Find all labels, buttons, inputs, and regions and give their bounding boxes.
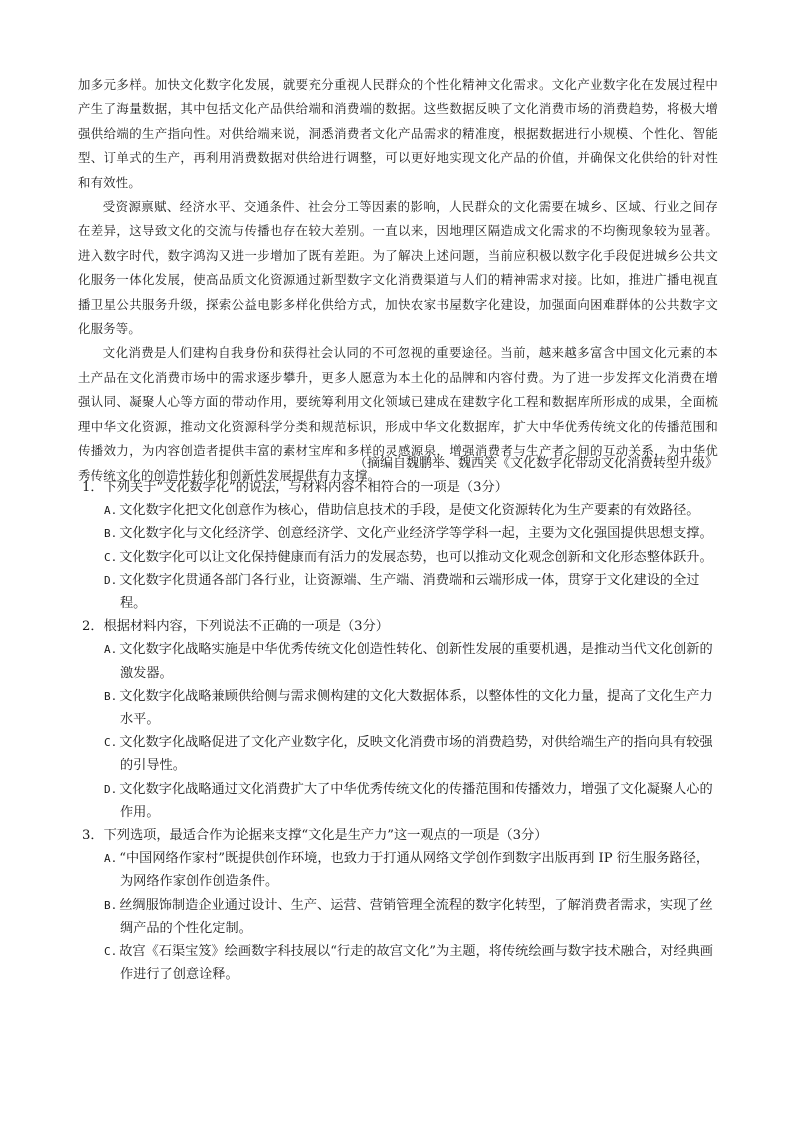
option-label: A. — [104, 643, 118, 657]
option-text: 文化数字化战略通过文化消费扩大了中华优秀传统文化的传播范围和传播效力，增强了文化凝聚人心的作用。 — [119, 781, 713, 820]
option-d[interactable] — [82, 569, 722, 615]
passage-paragraph-1: 加多元多样。加快文化数字化发展，就要充分重视人民群众的个性化精神文化需求。文化产业数字化在发展过程中产生了海量数据，其中包括文化产品供给端和消费端的数据。这些数据反映了文化消费市场的消费趋势，将极大增强供给端的生产指向性。对供给端来说，洞悉消费者文化产品需求的精准度，根据数据进行小规模、个性化、智能型、订单式的生产，再利用消费数据对供给进行调整，可以更好地实现文化产品的价值，并确保文化供给的针对性和有效性。 — [78, 77, 718, 190]
option-label: B. — [104, 527, 118, 541]
question-3 — [82, 824, 722, 986]
option-label: C. — [104, 945, 118, 959]
option-text: 文化数字化战略促进了文化产业数字化，反映文化消费市场的消费趋势，对供给端生产的指向具有较强的引导性。 — [119, 735, 713, 774]
option-label: A. — [104, 504, 118, 518]
question-list — [82, 476, 722, 986]
option-text: 文化数字化战略实施是中华优秀传统文化创造性转化、创新性发展的重要机遇，是推动当代文化创新的激发器。 — [119, 642, 713, 681]
option-d[interactable] — [82, 778, 722, 824]
option-text: 文化数字化与文化经济学、创意经济学、文化产业经济学等学科一起，主要为文化强国提供思想支撑。 — [119, 526, 713, 542]
passage-paragraph-3: 文化消费是人们建构自我身份和获得社会认同的不可忽视的重要途径。当前，越来越多富含中国文化元素的本土产品在文化消费市场中的需求逐步攀升，更多人愿意为本土化的品牌和内容付费。为了进一步发挥文化消费在增强认同、凝聚人心等方面的带动作用，要统筹利用文化领域已建成在建数字化工程和数据库所形成的成果，全面梳理中华文化资源，推动文化资源科学分类和规范标识，形成中华文化数据库，扩大中华优秀传统文化的传播范围和传播效力，为内容创造者提供丰富的素材宝库和多样的灵感源泉，增强消费者与生产者之间的互动关系，为中华优秀传统文化的创造性转化和创新性发展提供有力支撑。 — [78, 345, 718, 483]
reading-passage — [78, 73, 718, 488]
question-stem: 1．下列关于“文化数字化”的说法，与材料内容不相符合的一项是（3分） — [82, 480, 508, 495]
passage-paragraph-2: 受资源禀赋、经济水平、交通条件、社会分工等因素的影响，人民群众的文化需要在城乡、区域、行业之间存在差异，这导致文化的交流与传播也存在较大差别。一直以来，因地理区隔造成文化需求的不均衡现象较为显著。进入数字时代，数字鸿沟又进一步增加了既有差距。为了解决上述问题，当前应积极以数字化手段促进城乡公共文化服务一体化发展，使高品质文化资源通过新型数字文化消费渠道与人们的精神需求对接。比如，推进广播电视直播卫星公共服务升级，探索公益电影多样化供给方式，加快农家书屋数字化建设，加强面向困难群体的公共数字文化服务等。 — [78, 199, 718, 337]
option-text: “中国网络作家村”既提供创作环境，也致力于打通从网络文学创作到数字出版再到 IP 衍生服务路径，为网络作家创作创造条件。 — [119, 851, 710, 890]
option-text: 文化数字化贯通各部门各行业，让资源端、生产端、消费端和云端形成一体，贯穿于文化建设的全过程。 — [119, 572, 700, 612]
option-label: C. — [104, 736, 118, 750]
option-text: 故宫《石渠宝笈》绘画数字科技展以“行走的故宫文化”为主题，将传统绘画与数字技术融合，对经典画作进行了创意诠释。 — [119, 944, 713, 983]
option-b[interactable] — [82, 522, 722, 545]
option-label: C. — [104, 550, 118, 564]
option-a[interactable] — [82, 499, 722, 522]
option-a[interactable] — [82, 847, 722, 893]
option-text: 文化数字化可以让文化保持健康而有活力的发展态势，也可以推动文化观念创新和文化形态整体跃升。 — [119, 549, 713, 565]
question-2 — [82, 615, 722, 824]
option-b[interactable] — [82, 894, 722, 940]
question-stem: 2．根据材料内容，下列说法不正确的一项是（3分） — [82, 619, 389, 635]
option-c[interactable] — [82, 940, 722, 986]
question-1 — [82, 476, 722, 615]
option-label: A. — [104, 852, 118, 866]
option-label: B. — [104, 689, 118, 703]
option-label: D. — [104, 782, 118, 796]
question-stem: 3．下列选项，最适合作为论据来支撑“文化是生产力”这一观点的一项是（3分） — [82, 828, 548, 844]
option-c[interactable] — [82, 546, 722, 569]
option-text: 文化数字化把文化创意作为核心，借助信息技术的手段，是使文化资源转化为生产要素的有效路径。 — [119, 503, 700, 519]
option-label: D. — [104, 573, 118, 587]
option-text: 丝绸服饰制造企业通过设计、生产、运营、营销管理全流程的数字化转型，了解消费者需求，实现了丝绸产品的个性化定制。 — [119, 897, 713, 936]
option-c[interactable] — [82, 731, 722, 777]
option-b[interactable] — [82, 685, 722, 731]
option-text: 文化数字化战略兼顾供给侧与需求侧构建的文化大数据体系，以整体性的文化力量，提高了文化生产力水平。 — [119, 688, 713, 728]
passage-source: （摘编自魏鹏举、魏西笑《文化数字化带动文化消费转型升级》 — [353, 456, 718, 471]
option-label: B. — [104, 898, 118, 912]
option-a[interactable] — [82, 638, 722, 684]
